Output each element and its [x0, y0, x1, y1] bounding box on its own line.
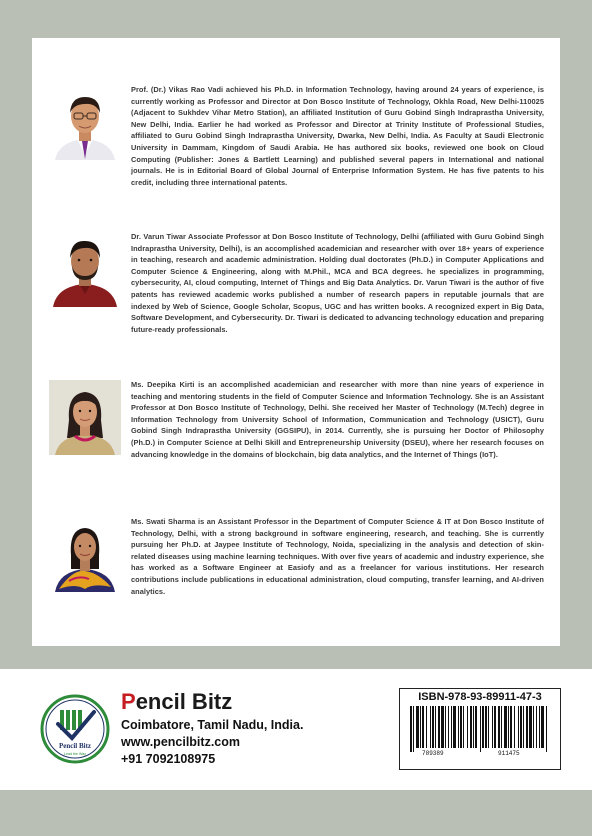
author-bio: Dr. Varun Tiwar Associate Professor at Don Bosco Institute of Technology, Delhi (affiliated with Guru Gobind Singh Indraprastha University, Delhi), is an accomplished academician and researcher with over 18+ years of experience in teaching, research and academic administration. Holding dual doctorates (Ph.D.) in Computer Applications and Computer Science & Engineering, along with M.Phil., MCA and BCA degrees. he specializes in programming, cybersecurity, AI, cloud computing, Internet of Things and Big Data Analytics. Dr. Varun Tiwari is the author of five patents has reviewed academic works published a number of research papers in reputable journals that are indexed by Web of Science, Google Scholar, Scopus, UGC and has written books. A recognized expert in Big Data, Software Development, and Cybersecurity. Dr. Tiwari is dedicated to advancing technology education and preparing future-ready professionals.	[131, 232, 544, 334]
barcode-bar	[533, 706, 534, 748]
publisher-location: Coimbatore, Tamil Nadu, India.	[121, 718, 304, 732]
publisher-footer	[0, 669, 592, 790]
barcode-bar	[510, 706, 512, 748]
author-photo	[49, 232, 121, 307]
portrait-man-beard-icon	[49, 232, 121, 307]
barcode-bar	[480, 706, 481, 752]
barcode-bar	[426, 706, 427, 748]
barcode-bar	[430, 706, 431, 748]
publisher-name-rest: encil Bitz	[135, 689, 233, 714]
barcode-bar	[492, 706, 493, 748]
barcode-bar	[539, 706, 540, 748]
barcode-bar	[410, 706, 412, 752]
barcode-bar	[460, 706, 462, 748]
barcode-bar	[422, 706, 424, 748]
barcode-icon	[410, 706, 550, 756]
barcode-bar	[526, 706, 528, 748]
publisher-name	[121, 689, 232, 715]
svg-text:Lead the Way: Lead the Way	[63, 752, 87, 756]
barcode-bar	[482, 706, 484, 748]
svg-text:Pencil Bitz: Pencil Bitz	[58, 742, 92, 750]
barcode-bar	[435, 706, 436, 748]
author-photo	[49, 85, 121, 160]
barcode-bar	[520, 706, 522, 748]
author-panel	[32, 38, 560, 646]
barcode-bar	[458, 706, 459, 748]
barcode-bar	[529, 706, 532, 748]
barcode-bar	[488, 706, 489, 748]
publisher-website[interactable]: www.pencilbitz.com	[121, 735, 240, 749]
author-photo	[49, 517, 121, 592]
barcode-bar	[441, 706, 444, 748]
portrait-woman-icon	[49, 380, 121, 455]
barcode-bar	[416, 706, 419, 748]
barcode-digits-right: 911475	[498, 750, 520, 757]
barcode-bar	[420, 706, 421, 748]
author-bio: Ms. Swati Sharma is an Assistant Professor in the Department of Computer Science & IT at Don Bosco Institute of Technology, Delhi, with a strong background in software engineering, research, and teaching. She is currently pursuing her Ph.D. at Jaypee Institute of Technology, Noida, specializing in the analysis and detection of skin-related diseases using machine learning techniques. With over five years of academic and industry experience, she has worked as a Software Engineer at Easiofy and as a freelancer for various institutions. Her research contributions include publications in educational administration, cloud computing, transfer learning, and AI-driven analytics.	[131, 517, 544, 596]
bottom-strip	[0, 790, 592, 836]
barcode-bar	[514, 706, 515, 748]
author-bio: Prof. (Dr.) Vikas Rao Vadi achieved his Ph.D. in Information Technology, having around 24 years of experience, is currently working as Professor and Director at Don Bosco Institute of Technology, Okhla Road, New Delhi-110025 (Adjacent to Sukhdev Vihar Metro Station), an affiliated Institution of Guru Gobind Singh Indraprastha University, New Delhi, India. Earlier he had worked as Professor and Director at Trinity Institute of Professional Studies, affiliated to Guru Gobind Singh Indraprastha University, Dwarka, New Delhi, India. As Faculty at Saudi Electronic University in Dammam, Kingdom of Saudi Arabia. He has authored six books, reviewed one book on Cloud Computing (Publisher: Jones & Bartlett Learning) and published several papers in International and national journals. He is in Editorial Board of Global Journal of Enterprise Information System. He has five patents to his credit, including three international patents.	[131, 85, 544, 187]
barcode-bar	[508, 706, 509, 748]
barcode-bar	[445, 706, 446, 748]
barcode-bar	[504, 706, 507, 748]
barcode-bar	[498, 706, 500, 748]
barcode-bar	[467, 706, 468, 748]
barcode-bar	[473, 706, 474, 748]
isbn-label: ISBN-978-93-89911-47-3	[418, 691, 542, 703]
publisher-name-initial: P	[121, 689, 136, 714]
isbn-barcode	[399, 688, 561, 770]
pencil-bitz-logo-icon	[40, 694, 110, 764]
barcode-bar	[541, 706, 544, 748]
barcode-bar	[485, 706, 487, 748]
author-bio: Ms. Deepika Kirti is an accomplished academician and researcher with more than nine years of experience in teaching and mentoring students in the field of Computer Science and Information Technology. She is an Assistant Professor at Don Bosco Institute of Technology, Delhi. She received her Master of Technology (M.Tech) degree in Information Technology from University School of Information, Communication and Technology (USICT), Guru Gobind Singh Indraprastha University (GGSIPU), in 2014. Currently, she is pursuing her Doctor of Philosophy (Ph.D.) in Computer Science at Delhi Skill and Entrepreneurship University (DSEU), where her research focuses on advancing knowledge in the domains of blockchain, big data analytics, and the Internet of Things (IoT).	[131, 380, 544, 459]
barcode-bar	[494, 706, 496, 748]
barcode-bar	[518, 706, 519, 748]
barcode-bar	[451, 706, 452, 748]
barcode-bar	[432, 706, 434, 748]
barcode-bar	[453, 706, 456, 748]
barcode-bar	[470, 706, 472, 748]
barcode-bar	[501, 706, 502, 748]
portrait-man-glasses-icon	[49, 85, 121, 160]
barcode-digits-left: 789389	[422, 750, 444, 757]
barcode-bar	[448, 706, 449, 748]
barcode-bar	[413, 706, 414, 752]
author-photo	[49, 380, 121, 455]
barcode-bar	[546, 706, 547, 752]
publisher-phone: +91 7092108975	[121, 752, 216, 766]
barcode-bar	[523, 706, 524, 748]
portrait-woman-scarf-icon	[49, 517, 121, 592]
barcode-bar	[463, 706, 464, 748]
barcode-bar	[536, 706, 537, 748]
barcode-bar	[475, 706, 477, 748]
barcode-bar	[438, 706, 440, 748]
